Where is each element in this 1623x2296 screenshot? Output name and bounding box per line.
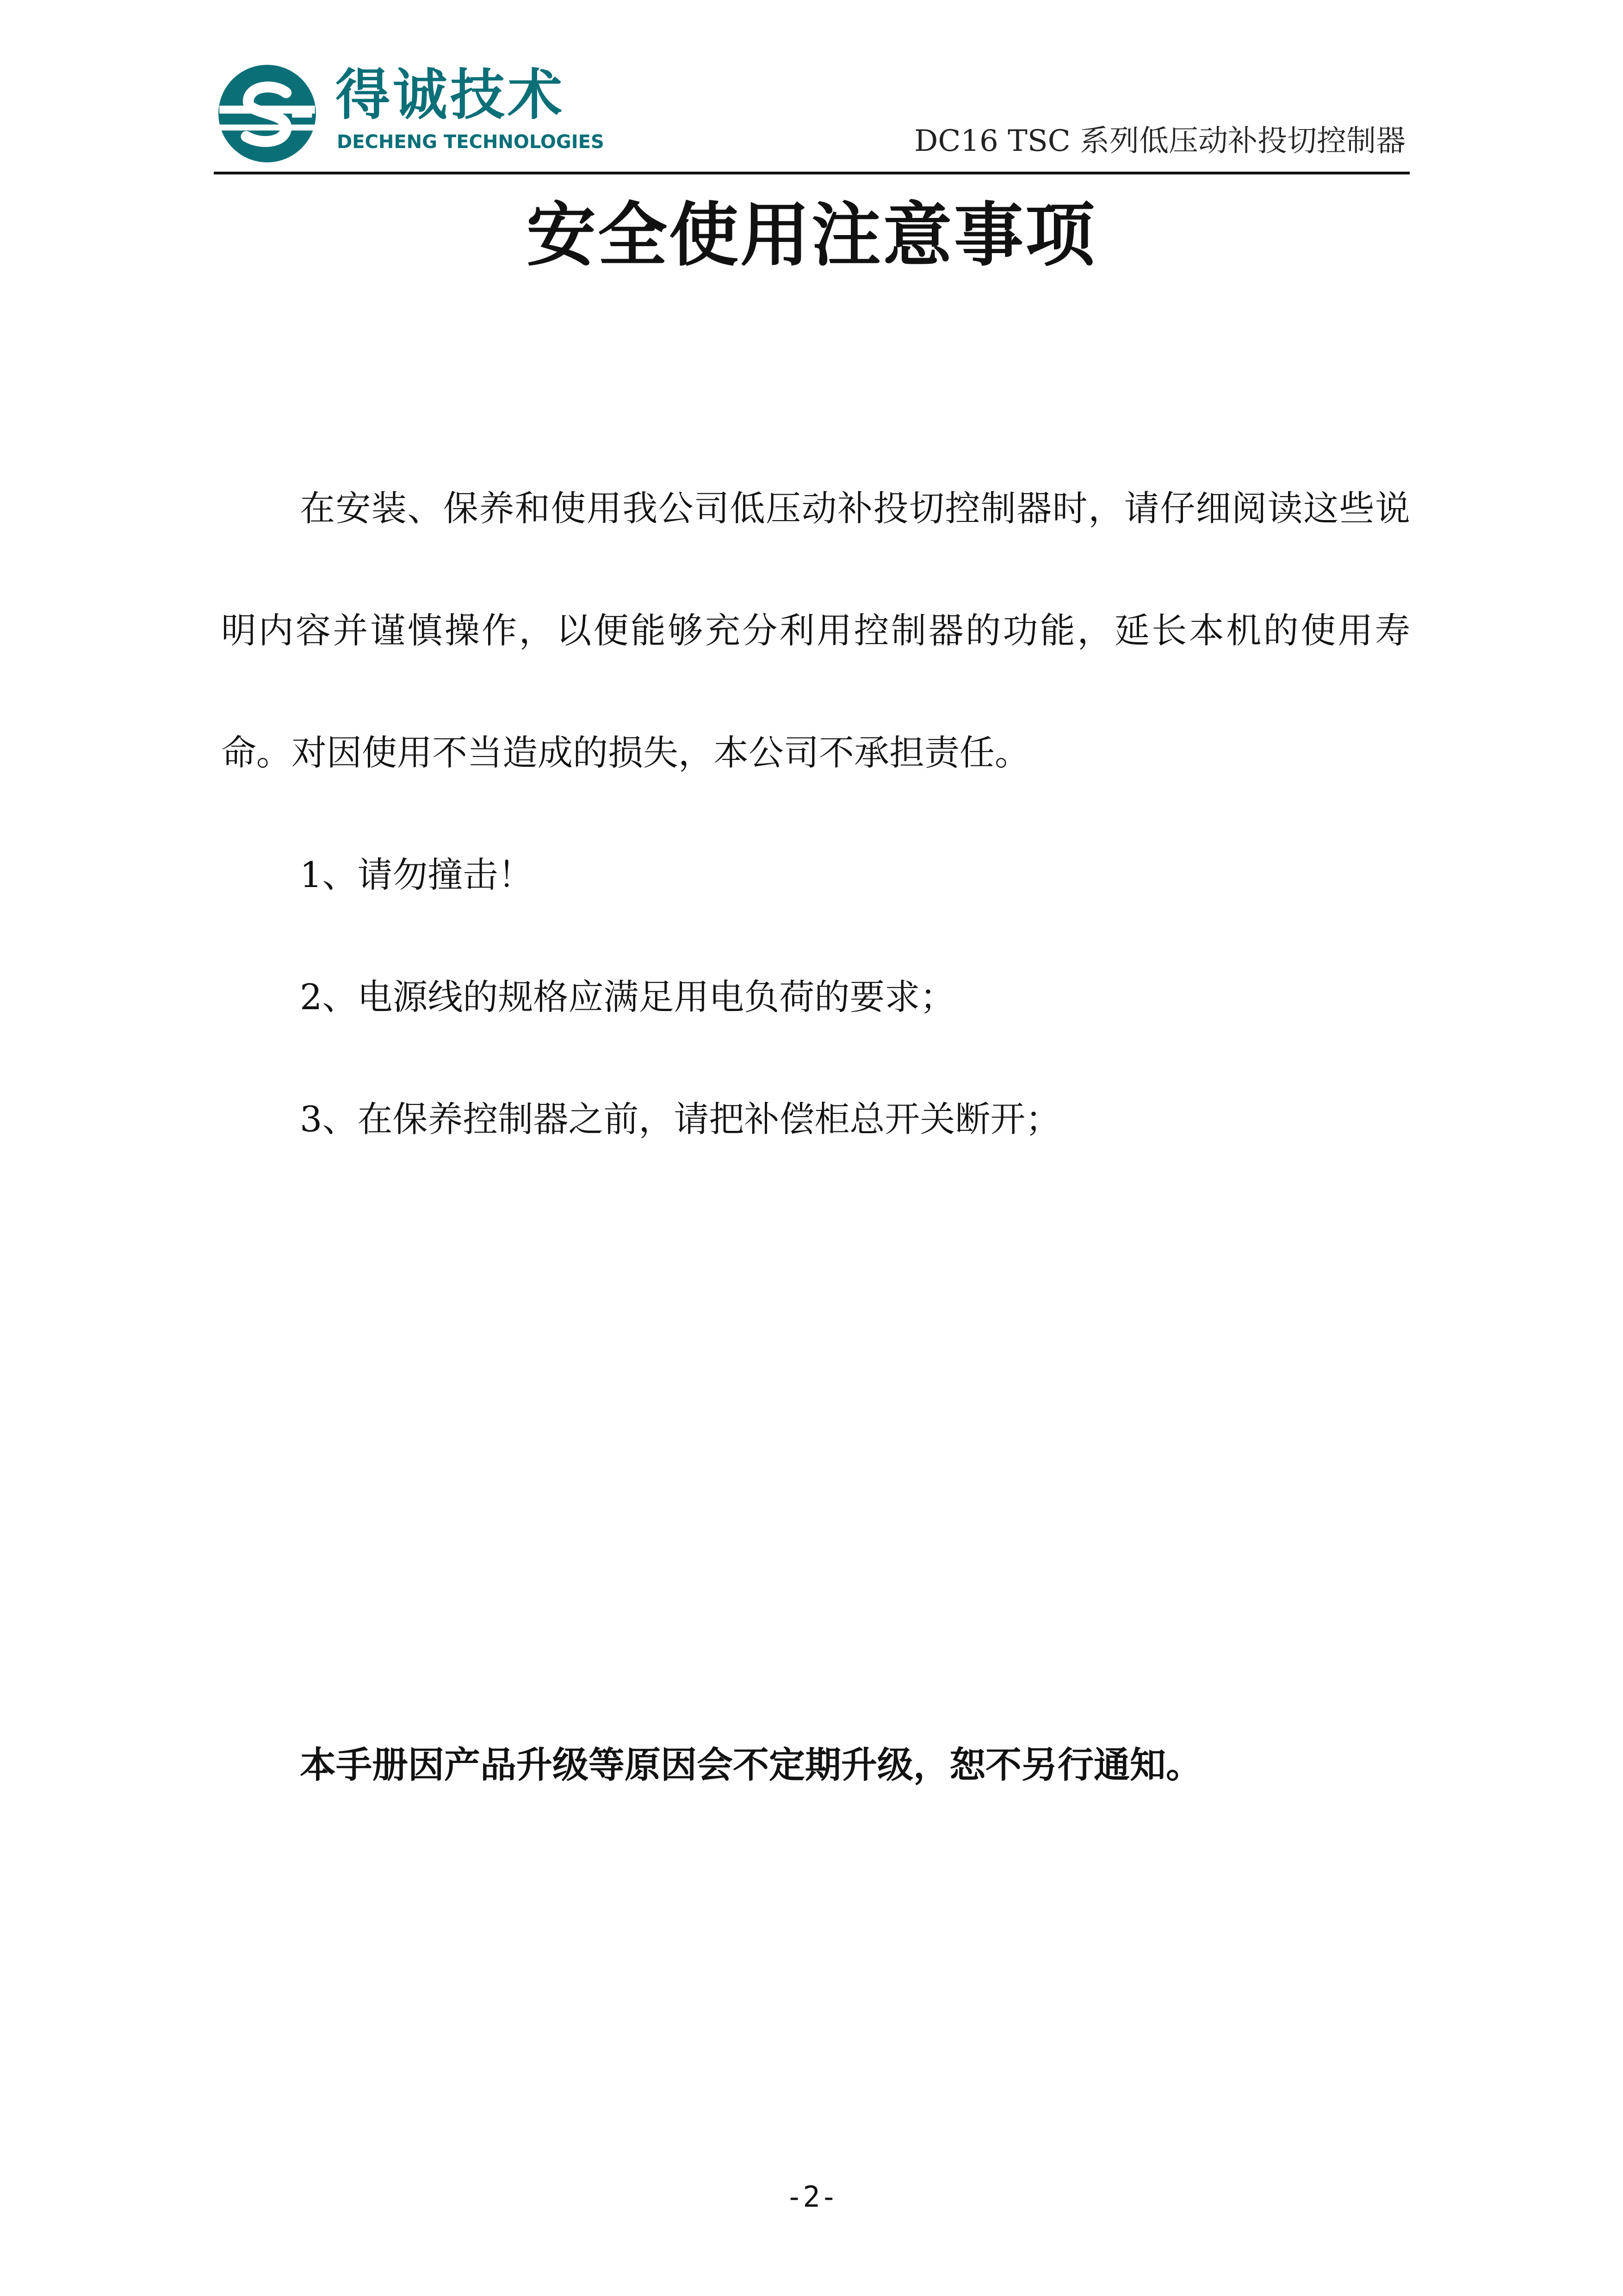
logo-english-name: DECHENG TECHNOLOGIES [337, 131, 604, 153]
safety-notes [221, 447, 1410, 1180]
page-title: 安全使用注意事项 [526, 194, 1096, 276]
header-divider [214, 172, 1410, 174]
safety-item: 2、电源线的规格应满足用电负荷的要求； [300, 976, 955, 1018]
header-document-title: DC16 TSC 系列低压动补投切控制器 [914, 124, 1406, 158]
company-logo [217, 64, 615, 163]
page-number: -2- [786, 2180, 837, 2214]
intro-paragraph: 在安装、保养和使用我公司低压动补投切控制器时，请仔细阅读这些说明内容并谨慎操作，以便能够充分利用控制器的功能，延长本机的使用寿命。对因使用不当造成的损失，本公司不承担责任。 [221, 488, 1410, 773]
update-notice: 本手册因产品升级等原因会不定期升级，恕不另行通知。 [300, 1744, 1202, 1786]
safety-item: 1、请勿撞击！ [300, 854, 533, 895]
logo-chinese-name: 得诚技术 [335, 63, 565, 127]
safety-item: 3、在保养控制器之前，请把补偿柜总开关断开； [300, 1098, 1061, 1140]
logo-mark-icon [217, 64, 317, 163]
